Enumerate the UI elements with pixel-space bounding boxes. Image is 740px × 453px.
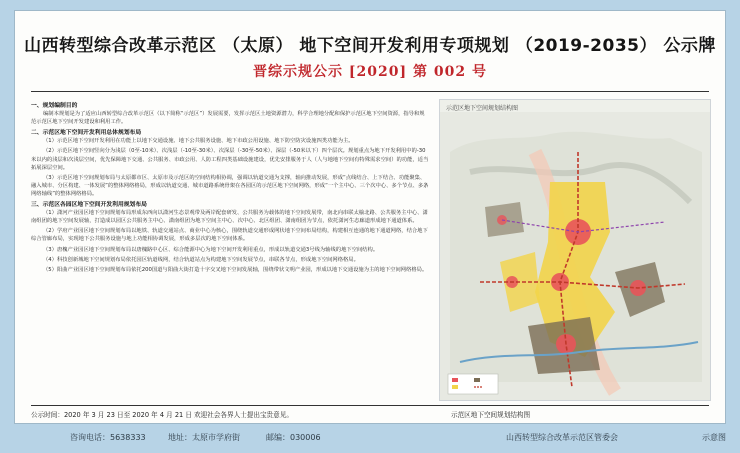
- footer-tel: 咨询电话：5638333: [70, 433, 146, 442]
- section-paragraph: （2）示范区地下空间竖向分为浅层（0至-10米）、次浅层（-10至-30米）、次深层（-30至-50米）、深层（-50米以下）四个层次。规划重点为地下开发利用中的-30米以内的浅层和次浅层空间，优先保障地下交通、公共服务、市政公用、人防工程四类基础设施建设，优先安排服务于人（人与地地下空间有特殊需求空间）的功能，适当拓展深层空间。: [31, 148, 429, 171]
- section-paragraph: （2）学府产业园区地下空间规划布局以地铁、轨道交通站点、商业中心为核心，围绕轨道交通形成网状地下空间布局结构，构建相互连通的地下通道网络，结合地下综合管廊布局，实现地下公共服务设施与地上功能相协调发展，形成多层次的地下空间体系。: [31, 228, 428, 243]
- legend-swatch: [474, 378, 480, 382]
- section-paragraph: （1）潇河产业园区地下空间规划布局形成东西向以潇河生态景观带及两岸配套研发、公共服务为载体的地下空间发展带，南北向串联太榆北路、公共服务主中心、潇南组团的地下空间发展轴，打造成以园区公共服务主中心、潇南组团为地下空间主中心、次中心、北区组团、潇南组团为节点，依托潇河生态廊道形成地下通道体系。: [31, 210, 428, 225]
- notice-board: [14, 10, 726, 424]
- legend-swatch: [452, 378, 458, 382]
- divider-bottom: [31, 405, 709, 406]
- page-title: 山西转型综合改革示范区 （太原） 地下空间开发利用专项规划 （2019-2035） 公示牌: [24, 36, 716, 56]
- section-paragraph: （1）示范区地下空间开发利用在功能上以地下交通设施、地下公共服务设施、地下市政公用设施、地下防空防灾设施四类功能为主。: [43, 138, 354, 145]
- section-paragraph: （4）科技创新城地下空间规划布局依托园区轨道线网，结合轨道站点为构建地下空间发展节点，串联各节点，形成地下空间网络格局。: [43, 256, 359, 263]
- public-period: 公示时间：2020 年 3 月 23 日至 2020 年 4 月 21 日 欢迎社会各界人士提出宝贵意见。: [31, 411, 293, 419]
- legend-swatch: [452, 385, 458, 389]
- map-diagram: [440, 112, 710, 400]
- map-legend: [448, 374, 498, 394]
- footer-organization: 山西转型综合改革示范区管委会: [506, 433, 618, 442]
- section-heading: 一、规划编制目的: [31, 103, 78, 109]
- section-heading: 二、示范区地下空间开发利用总体规划布局: [31, 130, 142, 137]
- footer-address: 地址：太原市学府街: [168, 433, 240, 442]
- notice-text-column: [31, 99, 429, 401]
- section-paragraph: （3）示范区地下空间规划布局与太原都市区、太原市及示范区的空间结构相协调，强调以轨道交通为支撑，轴向推动发展，形成“点线结合、上下结合、功能聚集、融入城市、分区构建、一体发展”的整体网络格局，形成以轨道交通、城市道路系统骨架在各园区的示范区地下空间网络，形成“一个主中心、三个次中心、多个节点、多条网络轴线”的整体网络格局。: [31, 174, 429, 197]
- map-caption: 示范区地下空间规划结构图: [446, 105, 519, 112]
- planning-map: [439, 99, 711, 401]
- section-paragraph: （3）唐槐产业园区地下空间规划布局以唐槐路中心区、综合能源中心为地下空间开发利用重点，形成以轨道交通3号线为轴线的地下空间结构。: [43, 246, 379, 253]
- footer-diagram-label: 示意图: [702, 433, 726, 442]
- footer-bar: [0, 424, 740, 453]
- footer-postcode: 邮编：030006: [266, 433, 321, 442]
- map-note: 示范区地下空间规划结构图: [451, 411, 531, 419]
- divider-top: [31, 91, 709, 92]
- section-heading: 三、示范区各园区地下空间开发利用规划布局: [31, 202, 147, 209]
- section-paragraph: （5）阳曲产业园区地下空间规划布局依托200国道与阳曲大街打造十字交叉地下空间发展轴，围绕带状文明产业园，形成以地下交通设施为主的地下空间网络格局。: [43, 266, 428, 273]
- document-number: 晋综示规公示 [2020] 第 002 号: [253, 64, 487, 80]
- section-paragraph: 编制本规划是为了适应山西转型综合改革示范区（以下简称“示范区”）发展需要，发挥示范区土地资源潜力，科学合理地分配和保护示范区地下空间资源，指导和规范示范区地下空间开发建设和利用工作。: [31, 111, 425, 126]
